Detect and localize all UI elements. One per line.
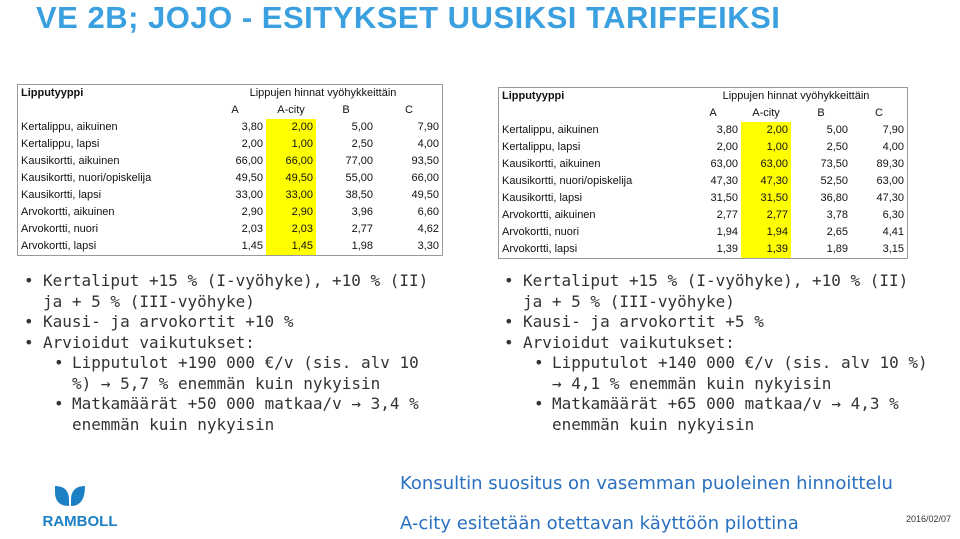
table-row [499,139,908,156]
table-row [18,221,443,238]
sub-list-item: • Matkamäärät +50 000 matkaa/v → 3,4 % enemmän kuin nykyisin [20,394,440,435]
cell: 7,90 [882,124,904,136]
row-label: Arvokortti, aikuinen [21,206,115,218]
row-label: Kertalippu, lapsi [502,141,581,153]
date-label: 2016/02/07 [906,514,952,524]
left-fare-table [17,84,443,256]
cell: 7,90 [417,121,439,133]
cell-highlight: 2,00 [741,122,791,139]
row-label: Kausikortti, aikuinen [502,158,601,170]
table-row [18,153,443,170]
right-bullet-list [500,271,930,435]
cell-highlight: 47,30 [741,173,791,190]
table-row [18,204,443,221]
cell-highlight: 66,00 [266,153,316,170]
cell: 2,50 [351,138,373,150]
cell-highlight: 49,50 [266,170,316,187]
row-label: Arvokortti, nuori [502,226,580,238]
cell: 77,00 [345,155,373,167]
left-bullet-list [20,271,440,435]
row-label: Arvokortti, nuori [21,223,99,235]
col-group-header: Lippujen hinnat vyöhykkeittäin [249,87,397,99]
sub-list-item: • Lipputulot +190 000 €/v (sis. alv 10 %) → 5,7 % enemmän kuin nykyisin [20,353,440,394]
cell: 49,50 [235,172,263,184]
cell-highlight: 1,00 [741,139,791,156]
cell-highlight: 33,00 [266,187,316,204]
zone-a: A [231,104,239,116]
page-title: VE 2B; JOJO - ESITYKSET UUSIKSI TARIFFEIKSI [36,0,781,35]
col-header-ticket-type: Lipputyyppi [502,90,565,102]
right-fare-table [498,87,908,259]
cell: 66,00 [235,155,263,167]
cell-highlight: 2,77 [741,207,791,224]
ramboll-logo [35,484,125,529]
cell: 6,60 [417,206,439,218]
cell-highlight: 1,45 [266,238,316,256]
row-label: Kausikortti, lapsi [21,189,102,201]
cell: 93,50 [411,155,439,167]
cell: 4,00 [417,138,439,150]
cell: 3,15 [882,243,904,255]
table-row [499,173,908,190]
cell: 31,50 [710,192,738,204]
cell: 1,45 [241,240,263,252]
cell: 36,80 [820,192,848,204]
cell: 47,30 [710,175,738,187]
cell: 2,65 [826,226,848,238]
row-label: Arvokortti, lapsi [502,243,578,255]
cell: 1,89 [826,243,848,255]
cell: 66,00 [411,172,439,184]
cell-highlight: 2,90 [266,204,316,221]
zone-b: B [342,104,350,116]
cell: 4,62 [417,223,439,235]
cell: 4,00 [882,141,904,153]
cell-highlight: 1,39 [741,241,791,259]
cell: 1,94 [716,226,738,238]
list-item: • Kertaliput +15 % (I-vyöhyke), +10 % (II) ja + 5 % (III-vyöhyke) [500,271,930,312]
cell: 5,00 [826,124,848,136]
cell: 4,41 [882,226,904,238]
row-label: Arvokortti, aikuinen [502,209,596,221]
list-item: • Arvioidut vaikutukset: [500,333,930,354]
recommendation-text: Konsultin suositus on vasemman puoleinen hinnoittelu [400,473,893,494]
table-row [499,156,908,173]
table-row [18,187,443,204]
table-row [18,170,443,187]
cell: 2,00 [716,141,738,153]
zone-b: B [817,107,825,119]
table-row [499,122,908,139]
zone-c: C [405,104,413,116]
col-group-header: Lippujen hinnat vyöhykkeittäin [722,90,870,102]
cell: 1,98 [351,240,373,252]
ramboll-logo-icon [35,484,125,529]
cell-highlight: 1,94 [741,224,791,241]
row-label: Kausikortti, nuori/opiskelija [21,172,152,184]
cell: 3,30 [417,240,439,252]
cell-highlight: 63,00 [741,156,791,173]
cell-highlight: 31,50 [741,190,791,207]
zone-a-city: A-city [277,104,305,116]
cell: 2,77 [716,209,738,221]
sub-list-item: • Lipputulot +140 000 €/v (sis. alv 10 %) → 4,1 % enemmän kuin nykyisin [500,353,930,394]
cell: 2,77 [351,223,373,235]
cell-highlight: 1,00 [266,136,316,153]
list-item: • Kausi- ja arvokortit +5 % [500,312,930,333]
logo-text: RAMBOLL [42,513,118,529]
table-row [18,119,443,136]
cell: 89,30 [876,158,904,170]
table-header-row [18,85,443,103]
cell: 6,30 [882,209,904,221]
row-label: Kausikortti, aikuinen [21,155,120,167]
row-label: Kertalippu, aikuinen [21,121,118,133]
list-item: • Kertaliput +15 % (I-vyöhyke), +10 % (II) ja + 5 % (III-vyöhyke) [20,271,440,312]
cell: 52,50 [820,175,848,187]
table-zone-row [499,105,908,122]
table-row [499,224,908,241]
list-item: • Kausi- ja arvokortit +10 % [20,312,440,333]
table-row [499,241,908,259]
cell: 2,03 [241,223,263,235]
cell: 73,50 [820,158,848,170]
cell: 3,78 [826,209,848,221]
table-row [18,238,443,256]
cell: 2,90 [241,206,263,218]
table-row [18,136,443,153]
table-header-row [499,88,908,106]
row-label: Kertalippu, lapsi [21,138,100,150]
cell: 47,30 [876,192,904,204]
zone-a-city: A-city [752,107,780,119]
cell: 33,00 [235,189,263,201]
cell: 2,00 [241,138,263,150]
cell: 55,00 [345,172,373,184]
cell: 3,96 [351,206,373,218]
cell-highlight: 2,03 [266,221,316,238]
row-label: Kertalippu, aikuinen [502,124,599,136]
cell: 63,00 [876,175,904,187]
zone-c: C [875,107,883,119]
cell: 38,50 [345,189,373,201]
table-row [499,207,908,224]
pilot-text: A-city esitetään otettavan käyttöön pilottina [400,513,799,534]
row-label: Kausikortti, nuori/opiskelija [502,175,633,187]
cell: 49,50 [411,189,439,201]
table-zone-row [18,102,443,119]
cell: 1,39 [716,243,738,255]
table-row [499,190,908,207]
col-header-ticket-type: Lipputyyppi [21,87,84,99]
cell: 5,00 [351,121,373,133]
cell-highlight: 2,00 [266,119,316,136]
cell: 2,50 [826,141,848,153]
cell: 3,80 [241,121,263,133]
row-label: Arvokortti, lapsi [21,240,97,252]
cell: 63,00 [710,158,738,170]
zone-a: A [709,107,717,119]
sub-list-item: • Matkamäärät +65 000 matkaa/v → 4,3 % enemmän kuin nykyisin [500,394,930,435]
row-label: Kausikortti, lapsi [502,192,583,204]
list-item: • Arvioidut vaikutukset: [20,333,440,354]
cell: 3,80 [716,124,738,136]
